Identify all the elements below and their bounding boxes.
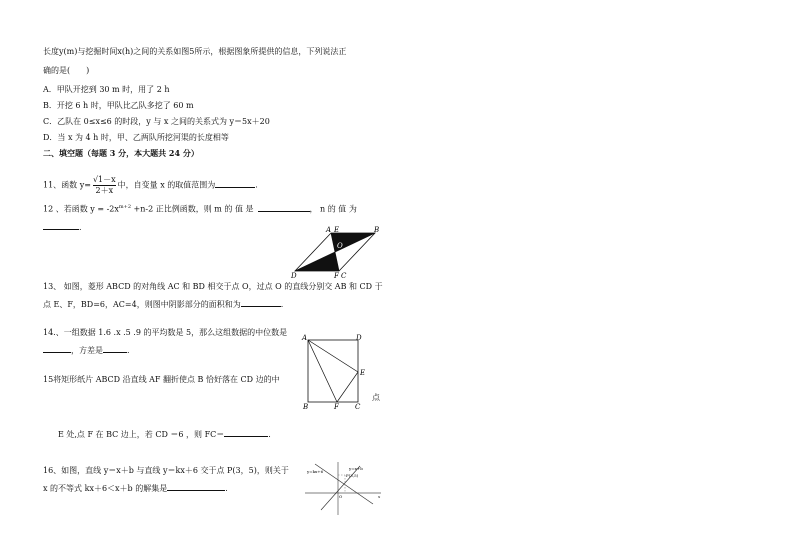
q15-segment-fe bbox=[337, 372, 358, 402]
q11-answer-blank[interactable] bbox=[215, 179, 255, 188]
q16-answer-blank[interactable] bbox=[167, 482, 225, 491]
q13-label-e: E bbox=[334, 226, 340, 234]
q14-variance-blank[interactable] bbox=[103, 344, 127, 353]
q16-text: x 的不等式 kx＋6＜x＋b 的解集是 bbox=[43, 484, 168, 493]
q12-text-c: ， n 的 值 为 bbox=[309, 204, 357, 214]
q10-option-c: C．乙队在 0≤x≤6 的时段，y 与 x 之间的关系式为 y＝5x＋20 bbox=[43, 117, 270, 126]
q13-label-f: F bbox=[334, 272, 339, 280]
q10-option-a: A．甲队开挖到 30 m 时，用了 2 h bbox=[43, 85, 170, 94]
q12-m-blank[interactable] bbox=[258, 203, 310, 212]
q13-label-d: D bbox=[291, 272, 297, 280]
q13-text: 点 E、F，BD=6，AC=4，则图中阴影部分的面积和为 bbox=[43, 300, 241, 309]
q11-line bbox=[43, 175, 258, 196]
q11-end: . bbox=[255, 180, 258, 190]
q12-end: . bbox=[79, 223, 82, 232]
q15-label-d: D bbox=[356, 334, 362, 342]
q14-end: . bbox=[127, 346, 130, 355]
q10-option-d: D．当 x 为 4 h 时，甲、乙两队所挖河渠的长度相等 bbox=[43, 133, 229, 142]
q13-label-c: C bbox=[341, 272, 347, 280]
q11-suffix: 中，自变量 x 的取值范围为 bbox=[117, 180, 216, 190]
q10-option-b: B．开挖 6 h 时，甲队比乙队多挖了 60 m bbox=[43, 101, 194, 110]
q10-stem-line1: 长度y(m)与挖掘时间x(h)之间的关系如图5所示，根据图象所提供的信息，下列说法正 bbox=[43, 47, 347, 56]
q15-label-c: C bbox=[355, 403, 361, 411]
q15-label-f: F bbox=[334, 403, 339, 411]
q11-fraction bbox=[93, 175, 116, 196]
q12-text-b: +n-2 正比例函数，则 m 的 值 是 bbox=[131, 204, 254, 214]
q15-label-e: E bbox=[360, 369, 366, 377]
q11-prefix: 11、函数 y= bbox=[43, 180, 91, 190]
q16-label-line1: y=x+b bbox=[349, 466, 363, 471]
q13-label-o: O bbox=[337, 242, 343, 250]
q12-n-blank[interactable] bbox=[43, 221, 79, 230]
q15-text: E 处,点 F 在 BC 边上，若 CD ＝6 ，则 FC＝ bbox=[58, 430, 225, 439]
q13-end: . bbox=[280, 300, 284, 309]
q12-line2 bbox=[43, 221, 82, 233]
q12-text-a: 12 、若函数 y = -2x bbox=[43, 204, 119, 214]
q13-label-a: A bbox=[326, 226, 332, 234]
q12-line1 bbox=[43, 202, 357, 215]
q15-label-b: B bbox=[303, 403, 309, 411]
q16-graph-figure bbox=[305, 460, 383, 516]
q15-rectangle-figure bbox=[300, 332, 376, 412]
q16-line2 bbox=[43, 482, 228, 494]
q15-tail: 点 bbox=[372, 393, 380, 402]
q16-label-x: x bbox=[378, 494, 381, 499]
q13-line2 bbox=[43, 298, 283, 310]
q15-line1: 15将矩形纸片 ABCD 沿直线 AF 翻折使点 B 恰好落在 CD 边的中 bbox=[43, 375, 280, 384]
q16-label-point: P(3,5) bbox=[346, 473, 359, 478]
q16-label-line2: y=kx+6 bbox=[307, 469, 324, 474]
q13-rhombus-figure bbox=[290, 226, 386, 278]
q15-end: . bbox=[268, 430, 271, 439]
q14-line2 bbox=[43, 344, 130, 356]
q13-label-b: B bbox=[374, 226, 380, 234]
q11-denominator: 2＋x bbox=[95, 186, 114, 195]
q11-numerator: √1－x bbox=[92, 175, 116, 184]
q16-line1: 16、如图，直线 y＝x＋b 与直线 y＝kx＋6 交于点 P(3，5)，则关于 bbox=[43, 466, 289, 475]
q12-exponent: m+2 bbox=[118, 204, 132, 210]
q13-line1: 13、 如图，菱形 ABCD 的对角线 AC 和 BD 相交于点 O，过点 O 的直线分别交 AB 和 CD 于 bbox=[43, 282, 383, 291]
section-heading: 二、填空题（每题 3 分，本大题共 24 分） bbox=[43, 148, 199, 158]
q15-label-a: A bbox=[302, 334, 308, 342]
q15-line2 bbox=[58, 428, 271, 440]
q13-answer-blank[interactable] bbox=[241, 298, 281, 307]
q16-end: . bbox=[225, 484, 228, 493]
q15-answer-blank[interactable] bbox=[224, 428, 268, 437]
q14-median-blank[interactable] bbox=[43, 344, 71, 353]
q16-line-kx-plus-6 bbox=[315, 464, 373, 504]
q10-stem-line2: 确的是( ) bbox=[43, 66, 90, 75]
q14-line1: 14.、一组数据 1.6 .x .5 .9 的平均数是 5，那么这组数据的中位数是 bbox=[43, 328, 288, 337]
q14-text: ，方差是 bbox=[71, 346, 103, 355]
q16-label-origin: O bbox=[339, 494, 343, 499]
